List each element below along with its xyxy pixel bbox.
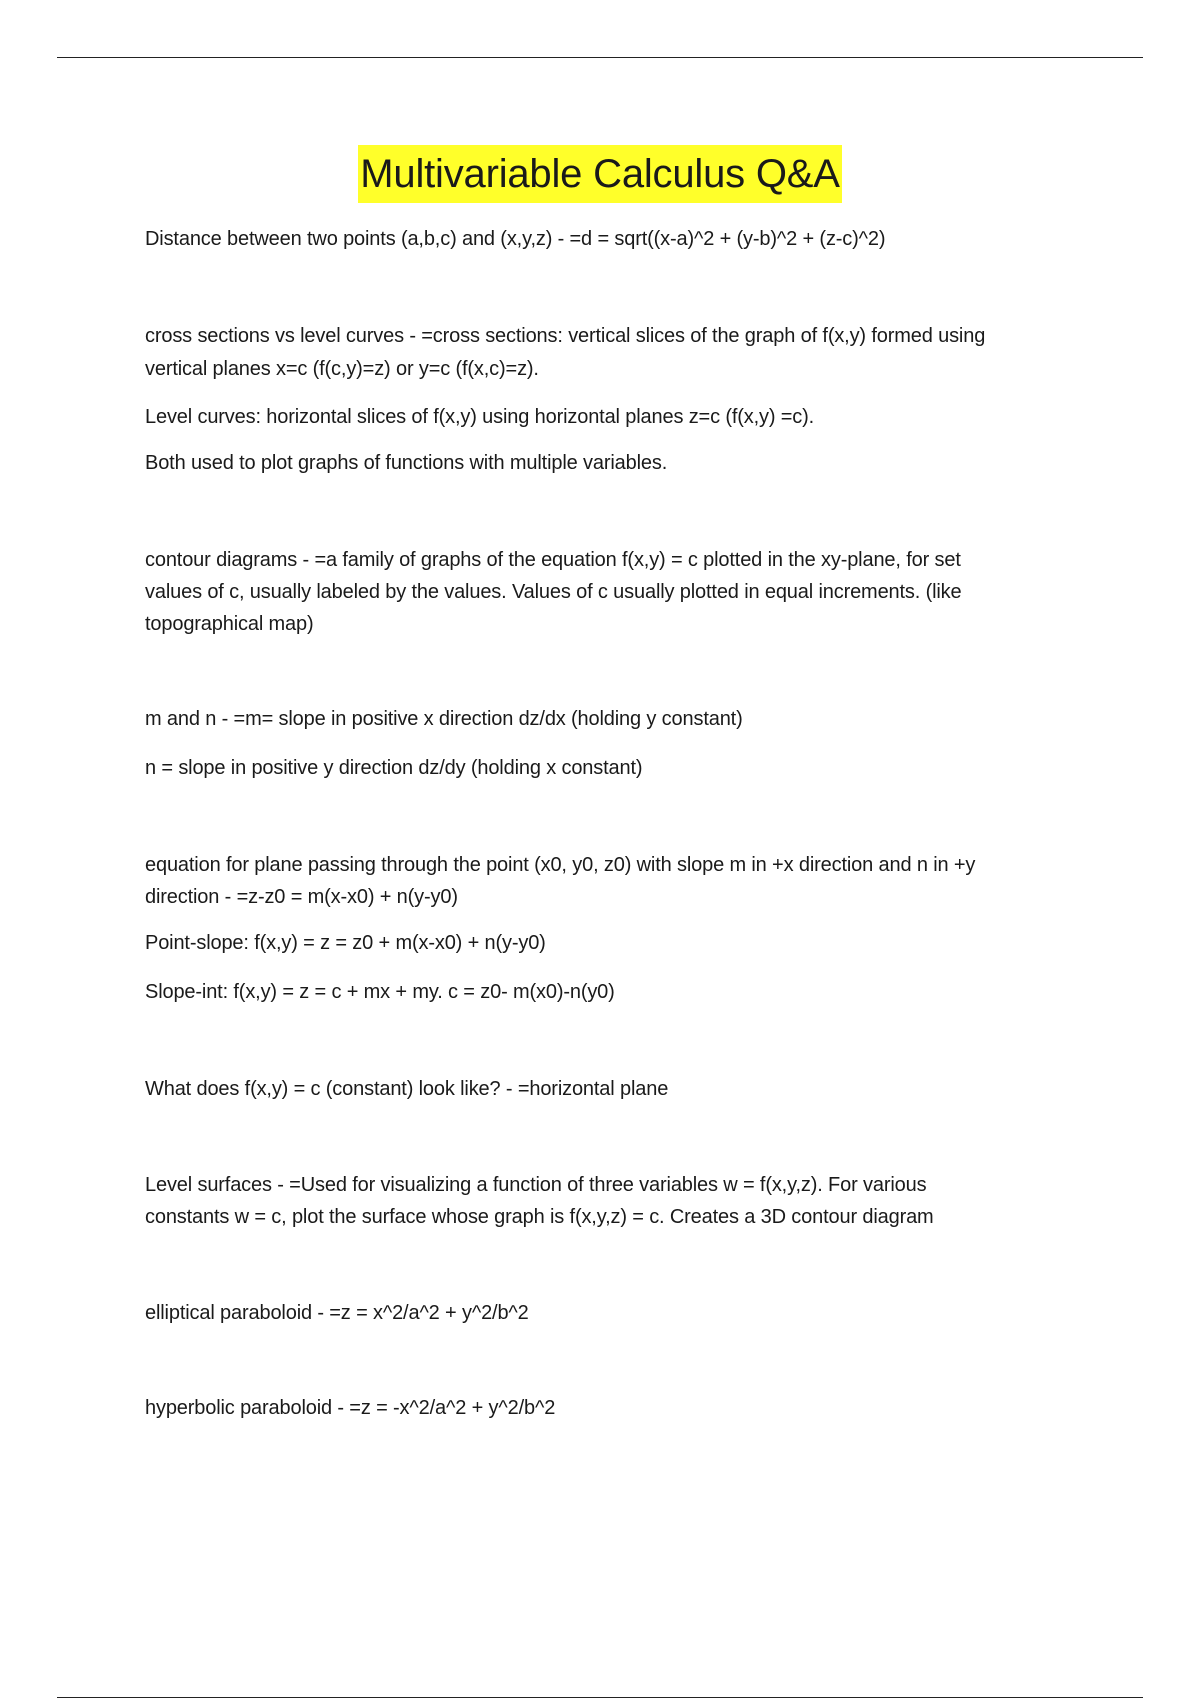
qa-n-slope: n = slope in positive y direction dz/dy (holding x constant) [145,757,643,779]
qa-cross-sections-line-1: cross sections vs level curves - =cross sections: vertical slices of the graph of f(x,y) formed using [145,325,986,347]
qa-cross-sections-line-2: vertical planes x=c (f(c,y)=z) or y=c (f(x,c)=z). [145,358,539,380]
qa-hyperbolic-paraboloid: hyperbolic paraboloid - =z = -x^2/a^2 + y^2/b^2 [145,1397,556,1419]
qa-elliptical-paraboloid: elliptical paraboloid - =z = x^2/a^2 + y^2/b^2 [145,1302,529,1324]
qa-level-surfaces-line-1: Level surfaces - =Used for visualizing a function of three variables w = f(x,y,z). For various [145,1174,927,1196]
qa-m-and-n: m and n - =m= slope in positive x direction dz/dx (holding y constant) [145,708,743,730]
qa-contour-line-1: contour diagrams - =a family of graphs of the equation f(x,y) = c plotted in the xy-plane, for set [145,549,961,571]
qa-plane-line-2: direction - =z-z0 = m(x-x0) + n(y-y0) [145,886,458,908]
qa-slope-int: Slope-int: f(x,y) = z = c + mx + my. c = z0- m(x0)-n(y0) [145,981,615,1003]
bottom-rule [57,1697,1143,1698]
top-rule [57,57,1143,58]
qa-distance: Distance between two points (a,b,c) and (x,y,z) - =d = sqrt((x-a)^2 + (y-b)^2 + (z-c)^2) [145,228,886,250]
qa-contour-line-2: values of c, usually labeled by the values. Values of c usually plotted in equal increments. (like [145,581,962,603]
qa-level-surfaces-line-2: constants w = c, plot the surface whose graph is f(x,y,z) = c. Creates a 3D contour diagram [145,1206,934,1228]
qa-level-curves: Level curves: horizontal slices of f(x,y) using horizontal planes z=c (f(x,y) =c). [145,406,815,428]
qa-both-used: Both used to plot graphs of functions with multiple variables. [145,452,668,474]
qa-constant-function: What does f(x,y) = c (constant) look like? - =horizontal plane [145,1078,669,1100]
document-title: Multivariable Calculus Q&A [358,145,841,203]
qa-plane-line-1: equation for plane passing through the point (x0, y0, z0) with slope m in +x direction and n in +y [145,854,976,876]
title-block [0,145,1200,203]
qa-point-slope: Point-slope: f(x,y) = z = z0 + m(x-x0) + n(y-y0) [145,932,546,954]
qa-contour-line-3: topographical map) [145,613,314,635]
